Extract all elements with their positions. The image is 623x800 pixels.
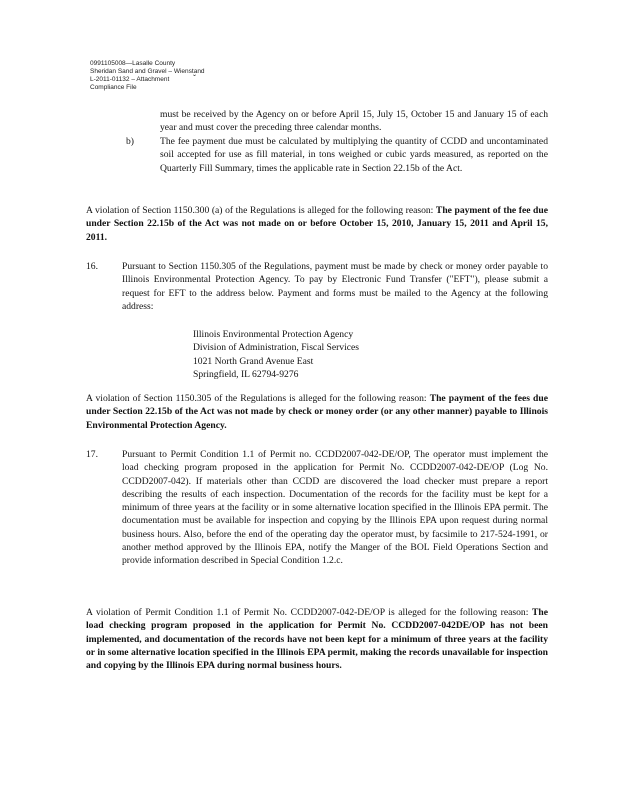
document-header (90, 60, 205, 92)
header-line-2: Sheridan Sand and Gravel – Wienstand (90, 68, 205, 75)
violation-permit-condition (86, 606, 548, 672)
address-line: Illinois Environmental Protection Agency (193, 329, 354, 340)
item-b-label: b) (126, 136, 134, 147)
violation-1300 (86, 204, 548, 244)
address-line: Springfield, IL 62794-9276 (193, 368, 299, 380)
violation-1305 (86, 392, 548, 432)
address-line: 1021 North Grand Avenue East (193, 355, 314, 367)
header-line-4: Compliance File (90, 84, 137, 91)
violation-permit-intro: A violation of Permit Condition 1.1 of Permit No. CCDD2007-042-DE/OP is alleged for the following reason: (86, 607, 532, 618)
header-line-3: L-2011-01132 – Attachment (90, 76, 170, 83)
item-b-text: The fee payment due must be calculated by multiplying the quantity of CCDD and uncontaminated soil accepted for use as fill material, in tons weighed or cubic yards measured, as reported on the Quarterly Fill Summary, times the applicable rate in Section 22.15b of the Act. (160, 136, 548, 174)
violation-1300-intro: A violation of Section 1150.300 (a) of the Regulations is alleged for the following reason: (86, 205, 436, 216)
item-16-number: 16. (86, 261, 98, 272)
violation-1300-reason: The payment of the fee due under Section 22.15b of the Act was not made on or before October 15, 2010, January 15, 2011 and April 15, 2011. (86, 205, 548, 243)
address-line: Division of Administration, Fiscal Services (193, 342, 360, 354)
violation-1305-reason: The payment of the fees due under Section 22.15b of the Act was not made by check or money order (or any other manner) payable to Illinois Environmental Protection Agency. (86, 393, 548, 431)
item-17-text: Pursuant to Permit Condition 1.1 of Permit no. CCDD2007-042-DE/OP, The operator must implement the load checking program proposed in the application for Permit No. CCDD2007-042-DE/OP (Log No. CCDD2007-042). If materials other than CCDD are discovered the load checker must prepare a report describing the results of each inspection. Documentation of the records for the facility must be kept for a minimum of three years at the facility or in some alternative location specified in the Illinois EPA permit. The documentation must be available for inspection and copying by the Illinois EPA upon request during normal business hours. Also, before the end of the operating day the operator must, by facsimile to 217-524-1991, or another method approved by the Illinois EPA, notify the Manger of the BOL Field Operations Section and provide information described in Special Condition 1.2.c. (122, 449, 548, 567)
item-b-continuation: must be received by the Agency on or before April 15, July 15, October 15 and January 15 of each year and must cover the preceding three calendar months. (160, 109, 548, 134)
item-17-number: 17. (86, 449, 98, 460)
scan-mark: ˇ (193, 73, 196, 83)
agency-address (193, 328, 359, 381)
header-line-1: 0991105008—Lasalle County (90, 60, 176, 67)
violation-permit-reason: The load checking program proposed in the application for Permit No. CCDD2007-042DE/OP has not been implemented, and documentation of the records have not been kept for a minimum of three years at the facility or in some alternative location specified in the Illinois EPA permit, making the records unavailable for inspection and copying by the Illinois EPA during normal business hours. (86, 607, 548, 672)
item-16-text: Pursuant to Section 1150.305 of the Regulations, payment must be made by check or money order payable to Illinois Environmental Protection Agency. To pay by Electronic Fund Transfer ("EFT"), please submit a request for EFT to the address below. Payment and forms must be mailed to the Agency at the following address: (122, 261, 548, 312)
violation-1305-intro: A violation of Section 1150.305 of the Regulations is alleged for the following reason: (86, 393, 430, 404)
